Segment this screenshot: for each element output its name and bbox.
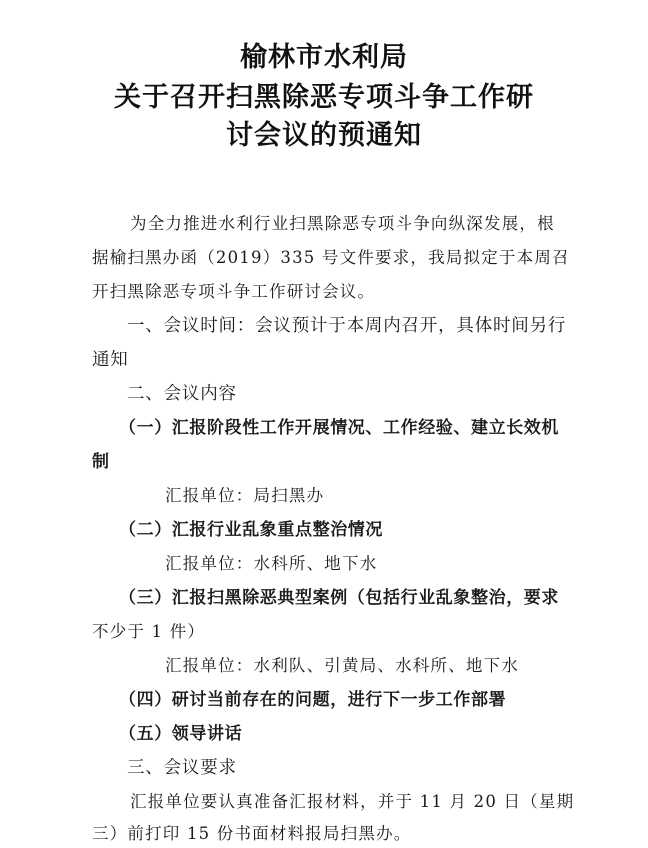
section1-line-1: 一、会议时间：会议预计于本周内召开，具体时间另行: [127, 316, 567, 336]
item2-unit: 汇报单位：水科所、地下水: [165, 554, 378, 573]
title-line-3: 讨会议的预通知: [226, 120, 422, 151]
item1-line-2: 制: [92, 452, 110, 472]
item4: （四）研讨当前存在的问题，进行下一步工作部署: [119, 690, 507, 710]
section1-line-2: 通知: [92, 350, 129, 370]
item1-line-1: （一）汇报阶段性工作开展情况、工作经验、建立长效机: [119, 418, 559, 438]
item1-unit: 汇报单位：局扫黑办: [165, 486, 325, 505]
item2: （二）汇报行业乱象重点整治情况: [119, 520, 383, 540]
section3-line-1: 汇报单位要认真准备汇报材料，并于 11 月 20 日（星期: [130, 792, 575, 811]
intro-line-2: 据榆扫黑办函（2019）335 号文件要求，我局拟定于本周召: [92, 248, 570, 267]
title-line-1: 榆林市水利局: [240, 42, 408, 73]
item3-line-2: 不少于 1 件）: [92, 622, 206, 641]
section2-heading: 二、会议内容: [127, 384, 237, 404]
intro-line-3: 开扫黑除恶专项斗争工作研讨会议。: [92, 282, 376, 301]
item5: （五）领导讲话: [119, 724, 243, 744]
intro-line-1: 为全力推进水利行业扫黑除恶专项斗争向纵深发展，根: [130, 214, 555, 233]
item3-unit: 汇报单位：水利队、引黄局、水科所、地下水: [165, 656, 519, 675]
item3-line-1: （三）汇报扫黑除恶典型案例（包括行业乱象整治，要求: [119, 588, 559, 608]
section3-line-2: 三）前打印 15 份书面材料报局扫黑办。: [92, 824, 412, 843]
section3-heading: 三、会议要求: [127, 758, 237, 778]
title-line-2: 关于召开扫黑除恶专项斗争工作研: [114, 82, 534, 113]
